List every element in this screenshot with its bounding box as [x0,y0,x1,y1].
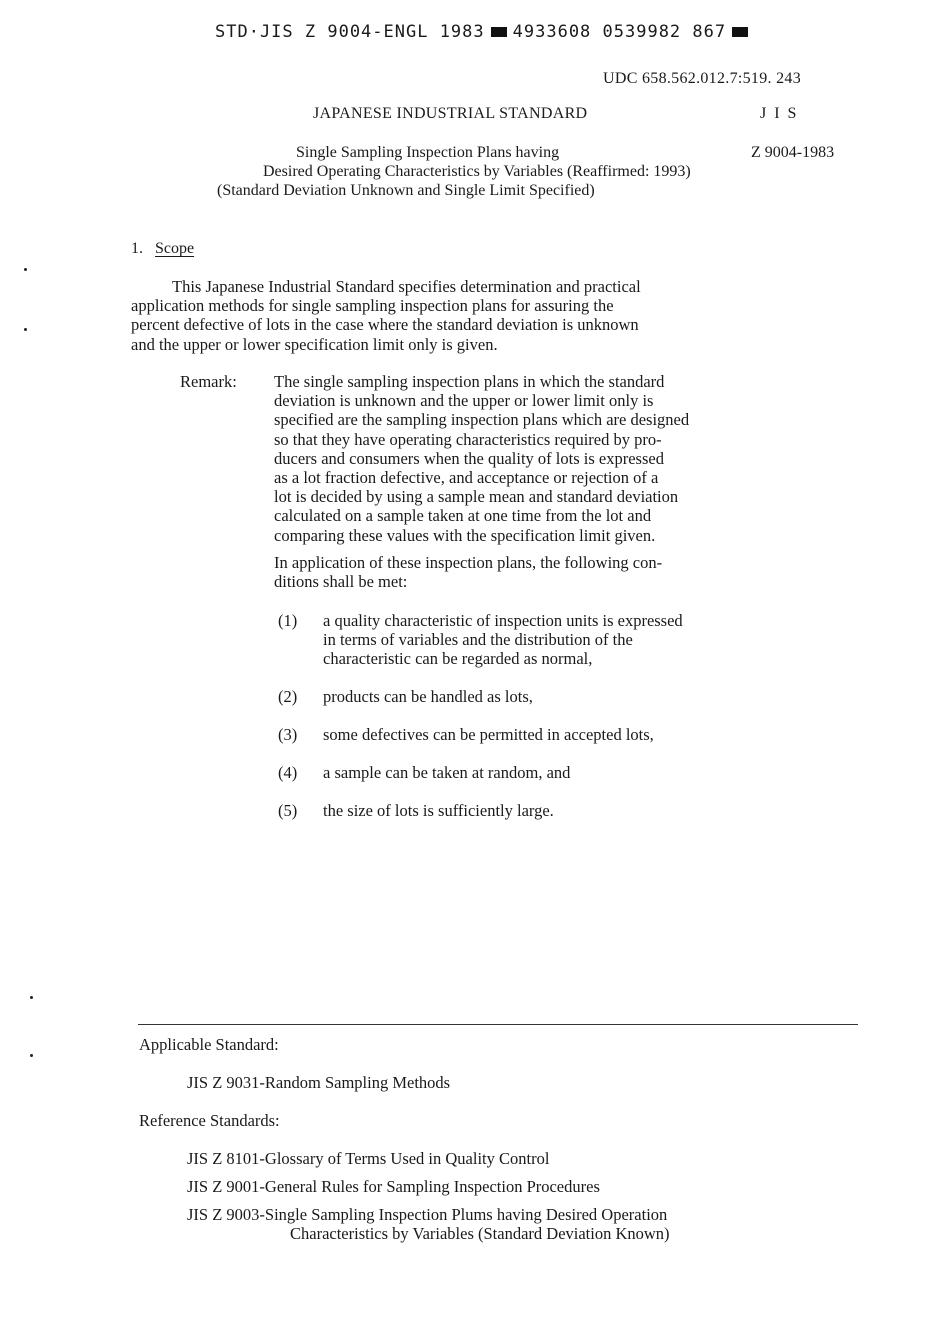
text-line: specified are the sampling inspection plans which are designed [274,410,690,430]
udc-number: UDC 658.562.012.7:519. 243 [603,70,802,87]
section-number: 1. [131,240,143,257]
standard-number: Z 9004-1983 [751,144,835,161]
text-line: ditions shall be met: [274,572,408,592]
reference-item [187,1205,670,1243]
barcode-block-icon [732,27,748,37]
section-title: Scope [155,240,195,257]
text-line: a quality characteristic of inspection units is expressed [323,611,683,630]
text-line: and the upper or lower specification limit only is given. [131,334,498,354]
remark-label: Remark: [180,372,237,391]
text-line: This Japanese Industrial Standard specifies determination and practical [172,277,641,296]
title-line-3: (Standard Deviation Unknown and Single Limit Specified) [217,182,595,199]
std-code-left: STD·JIS Z 9004-ENGL 1983 [215,22,485,42]
reference-label: Reference Standards: [139,1111,280,1130]
text-line: The single sampling inspection plans in which the standard [274,372,665,391]
scan-speck [24,328,27,331]
scan-speck [24,268,27,271]
text-line: lot is decided by using a sample mean and standard deviation [274,487,679,507]
condition-num: (1) [278,611,298,630]
title-line-1: Single Sampling Inspection Plans having [296,144,560,161]
title-line-2: Desired Operating Characteristics by Variables (Reaffirmed: 1993) [263,163,691,180]
scan-speck [30,996,33,999]
footnote-divider [138,1024,858,1025]
condition-item: the size of lots is sufficiently large. [323,801,554,820]
condition-num: (4) [278,763,298,782]
remark-paragraph-2 [274,553,662,591]
text-line: ducers and consumers when the quality of lots is expressed [274,448,664,468]
org-title: JAPANESE INDUSTRIAL STANDARD [313,105,588,122]
applicable-label: Applicable Standard: [139,1035,279,1054]
text-line: comparing these values with the specification limit given. [274,525,656,545]
text-line: application methods for single sampling inspection plans for assuring the [131,296,614,316]
condition-item: some defectives can be permitted in accepted lots, [323,725,654,744]
text-line: In application of these inspection plans, the following con- [274,553,663,572]
text-line: so that they have operating characteristics required by pro- [274,429,662,449]
text-line: percent defective of lots in the case where the standard deviation is unknown [131,315,639,335]
barcode-block-icon [491,27,507,37]
text-line: Characteristics by Variables (Standard Deviation Known) [290,1224,670,1244]
section-heading [131,239,194,258]
document-code-line [215,22,754,42]
text-line: calculated on a sample taken at one time from the lot and [274,506,652,526]
condition-num: (3) [278,725,298,744]
std-code-mid: 4933608 0539982 867 [512,22,727,42]
text-line: characteristic can be regarded as normal, [323,649,593,669]
jis-label: J I S [760,105,799,122]
scope-paragraph [131,277,641,354]
text-line: in terms of variables and the distribution of the [323,630,633,650]
text-line: as a lot fraction defective, and acceptance or rejection of a [274,468,659,488]
text-line: deviation is unknown and the upper or lower limit only is [274,391,654,411]
applicable-item: JIS Z 9031-Random Sampling Methods [187,1073,451,1092]
condition-num: (5) [278,801,298,820]
reference-item: JIS Z 9001-General Rules for Sampling Inspection Procedures [187,1177,600,1196]
condition-item [323,611,683,669]
scan-speck [30,1054,33,1057]
condition-item: a sample can be taken at random, and [323,763,571,782]
remark-paragraph-1 [274,372,689,545]
reference-item: JIS Z 8101-Glossary of Terms Used in Quality Control [187,1149,550,1168]
condition-num: (2) [278,687,298,706]
text-line: JIS Z 9003-Single Sampling Inspection Plums having Desired Operation [187,1205,668,1224]
condition-item: products can be handled as lots, [323,687,533,706]
